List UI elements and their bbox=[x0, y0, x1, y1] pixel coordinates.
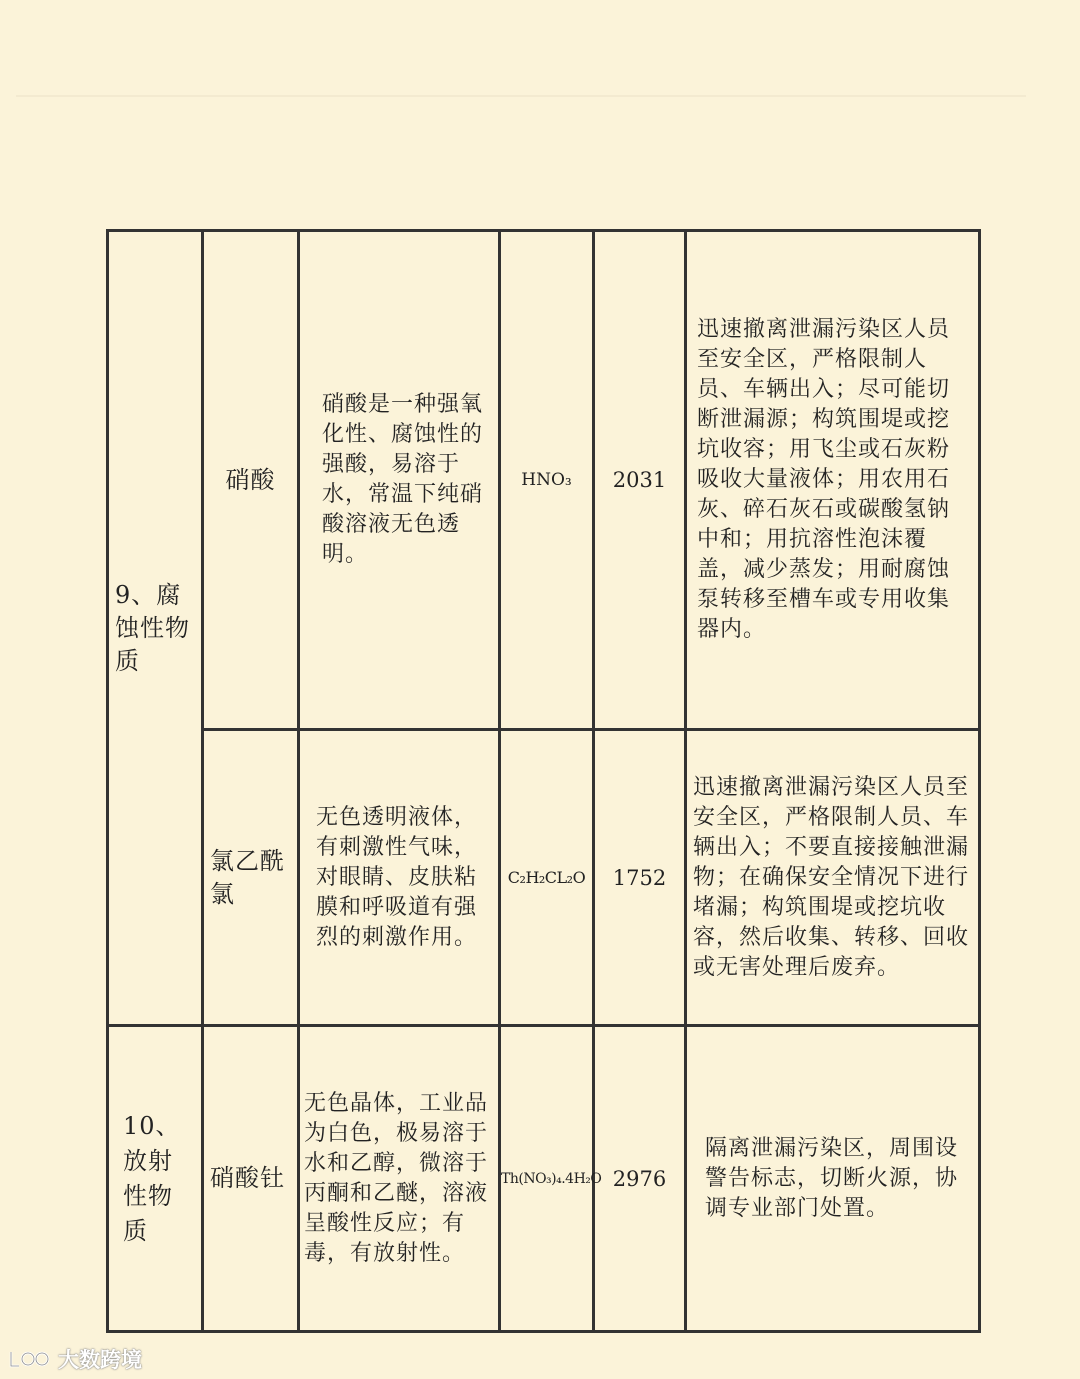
un-number-cell bbox=[594, 1026, 686, 1332]
un-number: 2031 bbox=[612, 468, 667, 492]
emergency-measures-cell bbox=[686, 1026, 980, 1332]
chemical-formula: HNO₃ bbox=[521, 470, 572, 490]
table-row bbox=[108, 231, 980, 730]
chemical-formula: C₂H₂CL₂O bbox=[507, 867, 586, 887]
un-number-cell bbox=[594, 730, 686, 1026]
un-number-cell bbox=[594, 231, 686, 730]
category-cell bbox=[108, 1026, 203, 1332]
emergency-measures-cell bbox=[686, 730, 980, 1026]
table-row bbox=[108, 730, 980, 1026]
emergency-measures: 迅速撤离泄漏污染区人员至安全区，严格限制人员、车辆出入；尽可能切断泄漏源；构筑围堤或挖坑收容；用飞尘或石灰粉吸收大量液体；用农用石灰、碎石灰石或碳酸氢钠中和；用抗溶性泡沫覆盖，减少蒸发；用耐腐蚀泵转移至槽车或专用收集器内。 bbox=[697, 317, 951, 642]
table-row bbox=[108, 1026, 980, 1332]
chemical-name: 硝酸 bbox=[225, 465, 276, 494]
chemical-formula: Th(NO₃)₄.4H₂O bbox=[501, 1170, 602, 1187]
watermark bbox=[8, 1343, 142, 1375]
description-cell bbox=[299, 231, 500, 730]
chemical-description: 无色晶体，工业品为白色，极易溶于水和乙醇，微溶于丙酮和乙醚，溶液呈酸性反应；有毒，有放射性。 bbox=[304, 1090, 489, 1266]
emergency-measures: 迅速撤离泄漏污染区人员至安全区，严格限制人员、车辆出入；不要直接接触泄漏物；在确保安全情况下进行堵漏；构筑围堤或挖坑收容，然后收集、转移、回收或无害处理后废弃。 bbox=[693, 774, 970, 980]
top-divider bbox=[16, 95, 1026, 97]
chemical-description: 无色透明液体，有刺激性气味，对眼睛、皮肤粘膜和呼吸道有强烈的刺激作用。 bbox=[316, 804, 478, 950]
formula-cell bbox=[500, 231, 594, 730]
un-number: 1752 bbox=[612, 865, 667, 890]
chemical-name-cell bbox=[203, 730, 299, 1026]
description-cell bbox=[299, 1026, 500, 1332]
formula-cell bbox=[500, 1026, 602, 1332]
brand-logo-icon bbox=[8, 1347, 52, 1371]
chemical-description: 硝酸是一种强氧化性、腐蚀性的强酸，易溶于水，常温下纯硝酸溶液无色透明。 bbox=[322, 392, 484, 567]
un-number: 2976 bbox=[612, 1166, 667, 1191]
formula-cell bbox=[500, 730, 594, 1026]
emergency-measures-cell bbox=[686, 231, 980, 730]
category-cell bbox=[108, 231, 203, 1026]
watermark-text: 大数跨境 bbox=[58, 1348, 142, 1372]
hazmat-table bbox=[106, 229, 981, 1333]
emergency-measures: 隔离泄漏污染区，周围设警告标志，切断火源，协调专业部门处置。 bbox=[705, 1135, 959, 1221]
chemical-name-cell bbox=[203, 1026, 299, 1332]
chemical-name: 氯乙酰氯 bbox=[210, 846, 285, 908]
description-cell bbox=[299, 730, 500, 1026]
chemical-name: 硝酸钍 bbox=[210, 1164, 285, 1192]
category-label: 10、放射性物质 bbox=[123, 1111, 181, 1245]
category-label: 9、腐蚀性物质 bbox=[115, 580, 190, 675]
chemical-name-cell bbox=[203, 231, 299, 730]
